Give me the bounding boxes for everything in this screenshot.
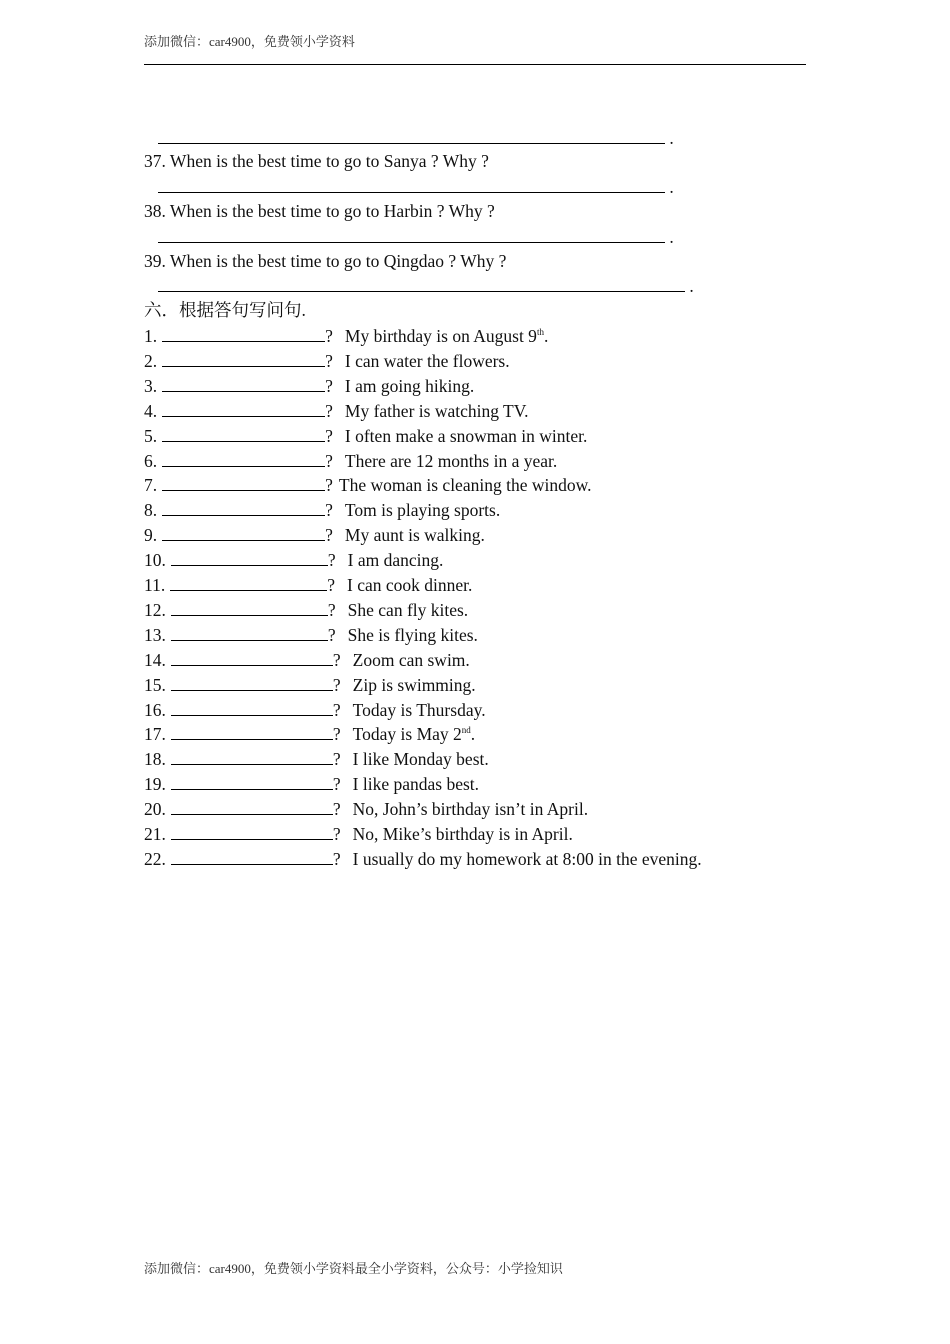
answer-blank[interactable] [158, 276, 685, 292]
question-37: 37. When is the best time to go to Sanya ? Why ? [144, 151, 489, 171]
page-header: 添加微信：car4900，免费领小学资料 [144, 34, 355, 49]
item-number: 8. [144, 500, 158, 521]
question-mark: ? [332, 674, 341, 695]
answer-period: . [543, 326, 549, 346]
answer-text: I am going hiking. [344, 375, 475, 396]
item-number: 13. [144, 624, 166, 645]
item-number: 9. [144, 525, 158, 546]
question-row [144, 525, 485, 545]
question-blank[interactable] [162, 451, 325, 467]
item-number: 1. [144, 326, 158, 346]
answer-line-39 [158, 276, 694, 296]
item-number: 16. [144, 699, 166, 720]
answer-sentence [348, 550, 444, 570]
question-row [144, 799, 588, 819]
answer-sentence [347, 575, 472, 595]
question-mark: ? [332, 649, 341, 670]
answer-sentence [353, 749, 489, 769]
question-mark: ? [325, 375, 333, 396]
question-mark: ? [332, 749, 341, 770]
answer-text: I usually do my homework at 8:00 in the evening. [352, 848, 702, 869]
question-blank[interactable] [162, 426, 325, 442]
question-blank[interactable] [162, 525, 325, 541]
question-blank[interactable] [171, 550, 328, 566]
answer-text: No, John’s birthday isn’t in April. [352, 799, 589, 820]
answer-text: Today is Thursday. [352, 699, 486, 720]
question-blank[interactable] [171, 625, 328, 641]
answer-text: There are 12 months in a year. [344, 450, 558, 471]
item-number: 6. [144, 450, 158, 471]
answer-text: My aunt is walking. [344, 525, 485, 546]
question-blank[interactable] [171, 774, 333, 790]
question-row [144, 376, 474, 396]
item-number: 12. [144, 599, 166, 620]
question-mark: ? [332, 699, 341, 720]
answer-sentence [353, 700, 486, 720]
answer-text: I often make a snowman in winter. [344, 425, 588, 446]
question-mark: ? [325, 450, 333, 471]
item-number: 22. [144, 848, 166, 869]
period: . [689, 276, 694, 296]
question-mark: ? [325, 500, 333, 521]
item-number: 14. [144, 649, 166, 670]
answer-line-37 [158, 177, 674, 197]
period: . [669, 128, 674, 148]
question-blank[interactable] [171, 824, 333, 840]
answer-sentence [345, 326, 548, 346]
question-row [144, 675, 476, 695]
question-row [144, 749, 489, 769]
answer-sentence [345, 351, 510, 371]
answer-text: I like pandas best. [352, 774, 480, 795]
question-mark: ? [332, 799, 341, 820]
question-mark: ? [325, 525, 333, 546]
answer-sentence [345, 401, 529, 421]
item-number: 21. [144, 824, 166, 844]
question-blank[interactable] [171, 700, 333, 716]
question-row [144, 550, 443, 570]
answer-sentence [339, 475, 592, 495]
question-39: 39. When is the best time to go to Qingdao ? Why ? [144, 251, 507, 271]
question-row [144, 500, 500, 520]
question-row [144, 625, 478, 645]
question-blank[interactable] [162, 401, 325, 417]
item-number: 3. [144, 375, 158, 396]
question-mark: ? [332, 774, 341, 795]
answer-sentence [345, 451, 557, 471]
answer-text: I can cook dinner. [347, 575, 473, 595]
question-blank[interactable] [162, 376, 325, 392]
answer-period: . [470, 724, 476, 745]
item-number: 10. [144, 550, 166, 571]
answer-text: The woman is cleaning the window. [338, 475, 592, 496]
answer-text: My father is watching TV. [344, 400, 529, 421]
answer-blank[interactable] [158, 128, 665, 144]
period: . [669, 177, 674, 197]
question-blank[interactable] [162, 351, 325, 367]
ordinal-suffix: th [536, 327, 544, 338]
item-number: 20. [144, 799, 166, 820]
question-row [144, 401, 528, 421]
answer-sentence [353, 774, 479, 794]
question-mark: ? [327, 624, 336, 645]
answer-text: Zip is swimming. [352, 674, 476, 695]
answer-blank[interactable] [158, 227, 665, 243]
answer-line-36 [158, 128, 674, 148]
question-blank[interactable] [171, 600, 328, 616]
question-row [144, 326, 548, 346]
question-mark: ? [327, 575, 336, 595]
item-number: 15. [144, 674, 166, 695]
question-mark: ? [325, 326, 333, 346]
question-blank[interactable] [171, 799, 333, 815]
question-row [144, 575, 472, 595]
question-row [144, 824, 573, 844]
question-mark: ? [327, 599, 336, 620]
answer-sentence [345, 525, 485, 545]
question-row [144, 351, 510, 371]
question-mark: ? [325, 425, 333, 446]
answer-sentence [353, 675, 476, 695]
answer-text: She can fly kites. [347, 599, 469, 620]
question-blank[interactable] [171, 650, 333, 666]
question-row [144, 724, 475, 744]
question-row [144, 849, 702, 869]
answer-text: No, Mike’s birthday is in April. [352, 824, 573, 844]
question-blank[interactable] [162, 326, 325, 342]
question-blank[interactable] [162, 500, 325, 516]
period: . [669, 227, 674, 247]
question-blank[interactable] [171, 675, 333, 691]
question-38: 38. When is the best time to go to Harbin ? Why ? [144, 201, 495, 221]
answer-text: Today is May 2 [352, 724, 462, 745]
item-number: 4. [144, 400, 158, 421]
question-blank[interactable] [170, 575, 327, 591]
answer-sentence [353, 849, 702, 869]
item-number: 5. [144, 425, 158, 446]
question-mark: ? [332, 848, 341, 869]
answer-sentence [353, 799, 588, 819]
answer-text: I am dancing. [347, 550, 444, 571]
answer-text: I can water the flowers. [344, 350, 510, 371]
question-row [144, 426, 587, 446]
question-row [144, 650, 470, 670]
question-row [144, 700, 486, 720]
answer-text: I like Monday best. [352, 749, 489, 770]
answer-sentence [353, 724, 476, 744]
page-footer: 添加微信：car4900，免费领小学资料最全小学资料，公众号：小学捡知识 [144, 1261, 563, 1276]
question-row [144, 774, 479, 794]
answer-sentence [345, 376, 474, 396]
question-row [144, 600, 468, 620]
question-mark: ? [332, 724, 341, 745]
item-number: 19. [144, 774, 166, 795]
item-number: 11. [144, 575, 166, 595]
section-title: 六．根据答句写问句. [144, 300, 306, 320]
question-mark: ? [325, 475, 333, 496]
question-row [144, 451, 557, 471]
answer-sentence [345, 500, 500, 520]
question-mark: ? [332, 824, 341, 844]
question-mark: ? [325, 350, 333, 371]
answer-sentence [353, 650, 470, 670]
item-number: 17. [144, 724, 166, 745]
item-number: 7. [144, 475, 158, 496]
answer-blank[interactable] [158, 177, 665, 193]
header-divider [144, 64, 806, 65]
question-blank[interactable] [171, 849, 333, 865]
answer-text: My birthday is on August 9 [344, 326, 537, 346]
question-row [144, 475, 591, 495]
answer-sentence [348, 600, 469, 620]
ordinal-suffix: nd [461, 725, 471, 736]
answer-text: Tom is playing sports. [344, 500, 501, 521]
answer-text: She is flying kites. [347, 624, 478, 645]
answer-text: Zoom can swim. [352, 649, 470, 670]
answer-sentence [348, 625, 478, 645]
question-mark: ? [327, 550, 336, 571]
answer-sentence [345, 426, 588, 446]
question-blank[interactable] [171, 724, 333, 740]
item-number: 18. [144, 749, 166, 770]
answer-line-38 [158, 227, 674, 247]
question-blank[interactable] [162, 475, 325, 491]
answer-sentence [353, 824, 573, 844]
question-mark: ? [325, 400, 333, 421]
question-blank[interactable] [171, 749, 333, 765]
item-number: 2. [144, 350, 158, 371]
